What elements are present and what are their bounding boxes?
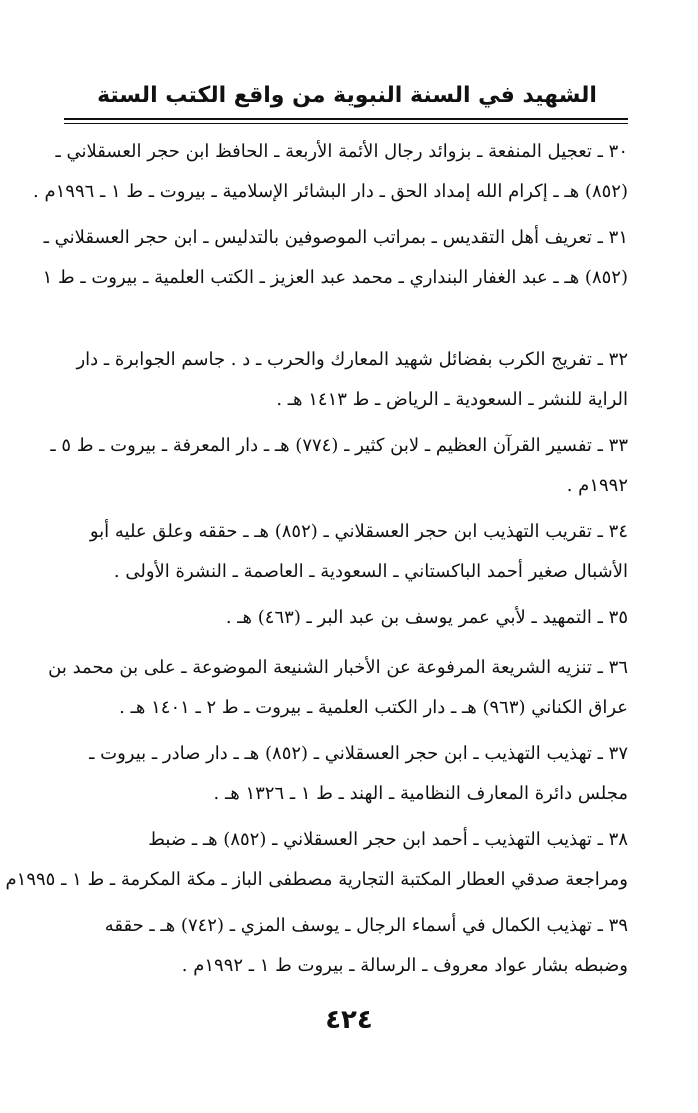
reference-entry-30 [33,132,628,212]
entry-line: ١٩٩٢م . [566,475,628,496]
entry-line: ٣١ ـ تعريف أهل التقديس ـ بمراتب الموصوفين بالتدليس ـ ابن حجر العسقلاني ـ [43,227,628,248]
entry-line: ٣٢ ـ تفريج الكرب بفضائل شهيد المعارك والحرب ـ د . جاسم الجوابرة ـ دار [76,349,628,370]
entry-line: ٣٨ ـ تهذيب التهذيب ـ أحمد ابن حجر العسقلاني ـ (٨٥٢) هـ ـ ضبط [148,829,628,850]
entry-line: (٨٥٢) هـ ـ إكرام الله إمداد الحق ـ دار البشائر الإسلامية ـ بيروت ـ ط ١ ـ ١٩٩٦م . [33,181,628,202]
reference-entry-39 [62,906,628,986]
reference-entry-38 [5,820,628,900]
entry-line: وضبطه بشار عواد معروف ـ الرسالة ـ بيروت ط ١ ـ ١٩٩٢م . [181,955,628,976]
entry-line: ٣٧ ـ تهذيب التهذيب ـ ابن حجر العسقلاني ـ (٨٥٢) هـ ـ دار صادر ـ بيروت ـ [89,743,628,764]
header-rule [64,118,628,120]
reference-entry-31 [42,218,628,298]
page-number: ٤٢٤ [325,1005,373,1035]
reference-entry-36 [48,648,628,728]
reference-entry-33 [50,426,628,506]
reference-entry-34 [62,512,628,592]
entry-line: (٨٥٢) هـ ـ عبد الغفار البنداري ـ محمد عبد العزيز ـ الكتب العلمية ـ بيروت ـ ط ١ [42,267,628,288]
reference-entry-32 [62,340,628,420]
header-rule-thin [64,123,628,124]
entry-line: ٣٤ ـ تقريب التهذيب ابن حجر العسقلاني ـ (٨٥٢) هـ ـ حققه وعلق عليه أبو [89,521,628,542]
reference-entry-37 [62,734,628,814]
entry-line: الأشبال صغير أحمد الباكستاني ـ السعودية ـ العاصمة ـ النشرة الأولى . [113,561,628,582]
entry-line: ومراجعة صدقي العطار المكتبة التجارية مصطفى الباز ـ مكة المكرمة ـ ط ١ ـ ١٩٩٥م [5,869,628,890]
entry-line: الراية للنشر ـ السعودية ـ الرياض ـ ط ١٤١٣ هـ . [276,389,628,410]
entry-line: مجلس دائرة المعارف النظامية ـ الهند ـ ط ١ ـ ١٣٢٦ هـ . [213,783,628,804]
entry-line: ٣٠ ـ تعجيل المنفعة ـ بزوائد رجال الأئمة الأربعة ـ الحافظ ابن حجر العسقلاني ـ [55,141,628,162]
reference-entry-35 [62,598,628,638]
entry-line: ٣٥ ـ التمهيد ـ لأبي عمر يوسف بن عبد البر ـ (٤٦٣) هـ . [225,607,628,628]
entry-line: ٣٦ ـ تنزيه الشريعة المرفوعة عن الأخبار الشنيعة الموضوعة ـ على بن محمد بن [48,657,628,678]
entry-line: ٣٩ ـ تهذيب الكمال في أسماء الرجال ـ يوسف المزي ـ (٧٤٢) هـ ـ حققه [104,915,628,936]
entry-line: ٣٣ ـ تفسير القرآن العظيم ـ لابن كثير ـ (٧٧٤) هـ ـ دار المعرفة ـ بيروت ـ ط ٥ ـ [50,435,628,456]
running-header: الشهيد في السنة النبوية من واقع الكتب الستة [97,83,597,108]
entry-line: عراق الكناني (٩٦٣) هـ ـ دار الكتب العلمية ـ بيروت ـ ط ٢ ـ ١٤٠١ هـ . [119,697,628,718]
